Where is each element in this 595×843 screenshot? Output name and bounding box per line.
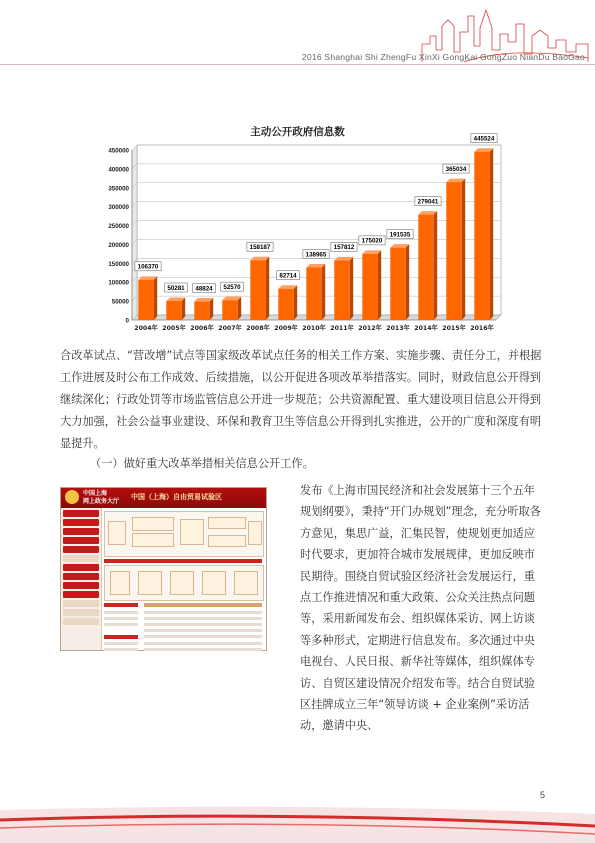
list-row: [104, 611, 138, 614]
bar: [222, 300, 237, 320]
bar-side: [266, 257, 270, 320]
data-label: 365034: [445, 165, 467, 173]
bar-side: [182, 298, 186, 320]
list-row: [144, 617, 262, 620]
x-tick-label: 2009年: [274, 325, 298, 332]
bar-side: [154, 276, 158, 320]
y-tick-label: 400000: [108, 166, 129, 174]
bar-chart: [92, 135, 512, 345]
data-label: 445524: [473, 135, 495, 143]
y-tick-label: 200000: [108, 241, 129, 249]
y-tick-label: 300000: [108, 204, 129, 212]
bar-side: [350, 257, 354, 320]
y-tick-label: 0: [125, 317, 129, 325]
data-label: 279041: [417, 198, 439, 206]
x-tick-label: 2014年: [414, 325, 438, 332]
section-heading: （一）做好重大改革举措相关信息公开工作。: [90, 457, 314, 470]
x-tick-label: 2016年: [470, 325, 494, 332]
bar-side: [210, 298, 214, 320]
screenshot-main: [104, 511, 263, 647]
running-header: 2016 Shanghai Shi ZhengFu XinXi GongKai GongZuo NianDu BaoGao: [301, 52, 585, 62]
bar: [138, 280, 153, 320]
bar-side: [322, 264, 326, 320]
x-tick-label: 2011年: [330, 325, 354, 332]
screenshot-header-left-sub: 网上政务大厅: [83, 498, 120, 505]
bar: [194, 302, 209, 320]
list-row: [144, 648, 262, 651]
list-row: [144, 629, 262, 632]
bar: [306, 268, 321, 320]
list-row: [144, 635, 262, 638]
list-row: [144, 611, 262, 614]
emblem-icon: [65, 490, 79, 504]
flow-node: [234, 571, 258, 595]
bar-side: [462, 179, 466, 320]
x-tick-label: 2008年: [246, 325, 270, 332]
plot-side-wall: [132, 145, 137, 320]
x-tick-label: 2012年: [358, 325, 382, 332]
footer-wave-decoration: [0, 800, 595, 843]
data-label: 82714: [279, 272, 297, 280]
flow-node: [108, 521, 126, 545]
data-label: 191535: [389, 231, 411, 239]
bar-side: [238, 297, 242, 320]
screenshot-sidebar: [61, 508, 102, 650]
list-row: [144, 623, 262, 626]
data-label: 50281: [167, 284, 185, 292]
data-label: 106370: [137, 263, 159, 271]
bar: [250, 260, 265, 320]
y-tick-label: 150000: [108, 260, 129, 268]
list-row: [144, 642, 262, 645]
bar: [362, 254, 377, 320]
section-bar: [144, 603, 262, 607]
screenshot-header-left-title: 中国上海: [83, 490, 108, 497]
x-tick-label: 2007年: [218, 325, 242, 332]
x-tick-label: 2006年: [190, 325, 214, 332]
data-label: 175020: [361, 237, 383, 245]
x-tick-label: 2015年: [442, 325, 466, 332]
bar-side: [378, 250, 382, 320]
paragraph-1: 合改革试点、“营改增”试点等国家级改革试点任务的相关工作方案、实施步骤、责任分工，并根据工作进展及时公布工作成效、后续措施，以公开促进各项改革举措落实。同时，财政信息公开得到继续深化；行政处罚等市场监管信息公开进一步规范；公共资源配置、重大建设项目信息公开得到大力加强，社会公益事业建设、环保和教育卫生等信息公开得到扎实推进，公开的广度和深度有明显提升。: [60, 349, 542, 450]
screenshot-header-left: [83, 490, 119, 506]
section-bar: [104, 635, 138, 639]
x-tick-label: 2013年: [386, 325, 410, 332]
bar-side: [490, 148, 494, 320]
y-tick-label: 350000: [108, 185, 129, 193]
bar: [446, 182, 461, 320]
data-label: 52570: [223, 283, 241, 291]
data-label: 138965: [305, 251, 327, 259]
data-label: 158187: [249, 244, 271, 252]
x-tick-label: 2004年: [134, 325, 158, 332]
page-number: 5: [539, 790, 545, 800]
screenshot-header-right: 中国（上海）自由贸易试验区: [131, 493, 222, 501]
bar: [334, 260, 349, 320]
flow-node: [208, 535, 246, 547]
bar-side: [406, 244, 410, 320]
x-tick-label: 2010年: [302, 325, 326, 332]
flow-node: [132, 533, 174, 547]
flow-node: [202, 571, 226, 595]
flow-node: [208, 517, 246, 529]
chart-title: 主动公开政府信息数: [250, 126, 345, 138]
flow-node: [180, 519, 204, 545]
y-tick-label: 100000: [108, 279, 129, 287]
data-label: 157812: [333, 244, 355, 252]
flow-node: [138, 571, 162, 595]
y-tick-label: 450000: [108, 147, 129, 155]
bar: [418, 215, 433, 320]
paragraph-2: 发布《上海市国民经济和社会发展第十三个五年规划纲要》，秉持“开门办规划”理念，充分听取各方意见，集思广益，汇集民智，使规划更加适应时代要求，更加符合城市发展规律，更加反映市民期待。围绕自贸试验区经济社会发展运行，重点工作推进情况和重大政策、公众关注热点问题等，采用新闻发布会、组织媒体采访、网上访谈等多种形式，定期进行信息发布。多次通过中央电视台、人民日报、新华社等媒体，组织媒体专访、自贸区建设情况介绍发布等。结合自贸试验区挂牌成立三年“领导访谈 + 企业案例”采访活动，邀请中央、: [300, 484, 541, 733]
bar: [390, 248, 405, 320]
y-tick-label: 50000: [111, 298, 129, 306]
header-divider: [0, 64, 595, 65]
list-row: [104, 617, 138, 620]
flow-node: [170, 571, 194, 595]
bar-side: [434, 211, 438, 320]
section-bar: [104, 559, 262, 563]
flow-node: [248, 521, 262, 545]
data-label: 48824: [195, 285, 213, 293]
bar: [278, 289, 293, 320]
website-screenshot-image: [60, 487, 267, 651]
list-row: [104, 648, 138, 651]
section-bar: [104, 603, 138, 607]
flow-node: [110, 571, 130, 595]
screenshot-header: [61, 488, 266, 508]
list-row: [104, 623, 138, 626]
bar: [474, 152, 489, 320]
x-tick-label: 2005年: [162, 325, 186, 332]
flow-node: [132, 517, 174, 531]
bar-side: [294, 285, 298, 320]
y-tick-label: 250000: [108, 223, 129, 231]
bar: [166, 301, 181, 320]
list-row: [104, 642, 138, 645]
